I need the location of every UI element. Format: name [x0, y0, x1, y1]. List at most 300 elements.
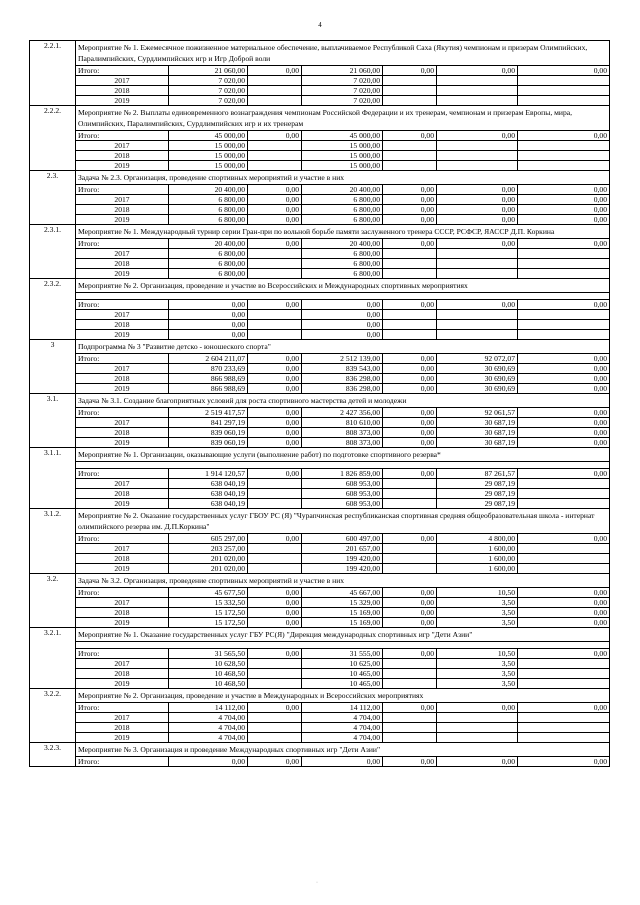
section-header-row: [30, 279, 610, 293]
amount-cell: 15 169,00: [302, 618, 383, 628]
year-row: [30, 499, 610, 509]
amount-cell: 638 040,19: [169, 499, 248, 509]
amount-cell: 201 657,00: [302, 544, 383, 554]
amount-cell: [437, 259, 518, 269]
amount-cell: 0,00: [383, 131, 437, 141]
amount-cell: [248, 141, 302, 151]
year-label: 2018: [76, 428, 169, 438]
amount-cell: [383, 713, 437, 723]
amount-cell: 6 800,00: [169, 269, 248, 279]
amount-cell: 15 000,00: [302, 141, 383, 151]
amount-cell: 0,00: [169, 330, 248, 340]
amount-cell: 4 704,00: [302, 733, 383, 743]
section-title: Задача № 3.2. Организация, проведение спортивных мероприятий и участие в них: [76, 574, 610, 588]
year-row: [30, 76, 610, 86]
year-label: 2017: [76, 249, 169, 259]
amount-cell: [248, 669, 302, 679]
amount-cell: 3,50: [437, 618, 518, 628]
amount-cell: 0,00: [518, 239, 610, 249]
amount-cell: 866 988,69: [169, 374, 248, 384]
year-row: [30, 384, 610, 394]
amount-cell: [518, 310, 610, 320]
year-label: 2019: [76, 438, 169, 448]
amount-cell: 20 400,00: [169, 239, 248, 249]
amount-cell: 0,00: [518, 418, 610, 428]
year-label: 2017: [76, 141, 169, 151]
amount-cell: 0,00: [437, 703, 518, 713]
amount-cell: 836 298,00: [302, 384, 383, 394]
amount-cell: 608 953,00: [302, 499, 383, 509]
budget-table-container: [29, 40, 609, 767]
amount-cell: 0,00: [383, 598, 437, 608]
year-label: 2017: [76, 310, 169, 320]
amount-cell: [248, 723, 302, 733]
amount-cell: [383, 733, 437, 743]
amount-cell: 0,00: [518, 703, 610, 713]
amount-cell: 4 704,00: [169, 723, 248, 733]
year-row: [30, 269, 610, 279]
amount-cell: 0,00: [383, 418, 437, 428]
total-row: [30, 757, 610, 767]
amount-cell: [518, 259, 610, 269]
spacer-row: [30, 293, 610, 300]
total-label: Итого:: [76, 185, 169, 195]
amount-cell: 30 687,19: [437, 418, 518, 428]
amount-cell: 0,00: [248, 598, 302, 608]
total-row: [30, 239, 610, 249]
total-row: [30, 185, 610, 195]
amount-cell: 10,50: [437, 649, 518, 659]
section-header-row: [30, 448, 610, 462]
amount-cell: [518, 733, 610, 743]
amount-cell: [518, 86, 610, 96]
amount-cell: 1 914 120,57: [169, 469, 248, 479]
amount-cell: 0,00: [248, 354, 302, 364]
budget-table: [29, 40, 610, 767]
section-title: Мероприятие № 3. Организация и проведение Международных спортивных игр "Дети Азии": [76, 743, 610, 757]
amount-cell: [248, 310, 302, 320]
year-label: 2019: [76, 215, 169, 225]
section-header-row: [30, 340, 610, 354]
amount-cell: 14 112,00: [302, 703, 383, 713]
amount-cell: 0,00: [437, 757, 518, 767]
year-row: [30, 544, 610, 554]
section-header-row: [30, 509, 610, 534]
amount-cell: 0,00: [383, 428, 437, 438]
amount-cell: 6 800,00: [302, 249, 383, 259]
amount-cell: 0,00: [383, 438, 437, 448]
amount-cell: 4 704,00: [169, 733, 248, 743]
amount-cell: 7 020,00: [302, 86, 383, 96]
year-label: 2018: [76, 554, 169, 564]
section-header-row: [30, 689, 610, 703]
section-header-row: [30, 41, 610, 66]
amount-cell: 0,00: [248, 418, 302, 428]
amount-cell: 4 800,00: [437, 534, 518, 544]
amount-cell: 0,00: [248, 534, 302, 544]
amount-cell: [383, 479, 437, 489]
year-label: 2019: [76, 96, 169, 106]
year-label: 2018: [76, 86, 169, 96]
amount-cell: 0,00: [437, 185, 518, 195]
amount-cell: 0,00: [518, 649, 610, 659]
section-number: 3.1.1.: [30, 448, 76, 509]
amount-cell: [437, 310, 518, 320]
amount-cell: 0,00: [383, 608, 437, 618]
amount-cell: 0,00: [437, 215, 518, 225]
amount-cell: 0,00: [518, 185, 610, 195]
year-label: 2019: [76, 330, 169, 340]
amount-cell: 0,00: [383, 469, 437, 479]
year-label: 2018: [76, 151, 169, 161]
amount-cell: 30 687,19: [437, 438, 518, 448]
amount-cell: 0,00: [248, 185, 302, 195]
amount-cell: [383, 96, 437, 106]
amount-cell: 15 329,00: [302, 598, 383, 608]
amount-cell: 0,00: [383, 185, 437, 195]
section-title: Мероприятие № 2. Организация, проведение и участие во Всероссийских и Международных спортивных мероприятиях: [76, 279, 610, 293]
amount-cell: 0,00: [248, 66, 302, 76]
amount-cell: 6 800,00: [302, 259, 383, 269]
total-label: Итого:: [76, 703, 169, 713]
amount-cell: 0,00: [383, 408, 437, 418]
amount-cell: 810 610,00: [302, 418, 383, 428]
amount-cell: [518, 659, 610, 669]
section-header-row: [30, 106, 610, 131]
amount-cell: [518, 544, 610, 554]
amount-cell: 30 690,69: [437, 384, 518, 394]
amount-cell: [383, 669, 437, 679]
section-title: Задача № 3.1. Создание благоприятных условий для роста спортивного мастерства детей и молодежи: [76, 394, 610, 408]
amount-cell: [248, 161, 302, 171]
total-label: Итого:: [76, 131, 169, 141]
section-number: 3.1.: [30, 394, 76, 448]
year-row: [30, 151, 610, 161]
section-header-row: [30, 628, 610, 642]
amount-cell: 10,50: [437, 588, 518, 598]
amount-cell: [248, 320, 302, 330]
amount-cell: 0,00: [302, 757, 383, 767]
amount-cell: 808 373,00: [302, 438, 383, 448]
amount-cell: [437, 713, 518, 723]
amount-cell: [248, 659, 302, 669]
amount-cell: [437, 86, 518, 96]
year-row: [30, 259, 610, 269]
amount-cell: [437, 96, 518, 106]
total-row: [30, 649, 610, 659]
amount-cell: [518, 564, 610, 574]
year-row: [30, 659, 610, 669]
amount-cell: [518, 76, 610, 86]
amount-cell: 0,00: [248, 408, 302, 418]
amount-cell: 0,00: [437, 195, 518, 205]
amount-cell: [248, 269, 302, 279]
amount-cell: 21 060,00: [169, 66, 248, 76]
amount-cell: 0,00: [518, 438, 610, 448]
year-row: [30, 330, 610, 340]
amount-cell: 0,00: [518, 608, 610, 618]
amount-cell: [248, 489, 302, 499]
amount-cell: 87 261,57: [437, 469, 518, 479]
amount-cell: 0,00: [383, 384, 437, 394]
amount-cell: 45 000,00: [169, 131, 248, 141]
year-row: [30, 249, 610, 259]
footer-mark: ·: [316, 880, 318, 886]
amount-cell: 0,00: [248, 131, 302, 141]
total-label: Итого:: [76, 469, 169, 479]
amount-cell: 6 800,00: [302, 205, 383, 215]
amount-cell: [248, 259, 302, 269]
amount-cell: 15 000,00: [302, 161, 383, 171]
amount-cell: [518, 96, 610, 106]
amount-cell: 201 020,00: [169, 564, 248, 574]
amount-cell: 31 555,00: [302, 649, 383, 659]
amount-cell: [383, 489, 437, 499]
amount-cell: 6 800,00: [302, 195, 383, 205]
amount-cell: 10 628,50: [169, 659, 248, 669]
amount-cell: 2 519 417,57: [169, 408, 248, 418]
amount-cell: 6 800,00: [169, 195, 248, 205]
amount-cell: 0,00: [169, 757, 248, 767]
section-number: 2.3.1.: [30, 225, 76, 279]
amount-cell: 0,00: [248, 618, 302, 628]
amount-cell: [383, 310, 437, 320]
year-label: 2018: [76, 205, 169, 215]
amount-cell: [437, 269, 518, 279]
year-label: 2018: [76, 374, 169, 384]
year-row: [30, 554, 610, 564]
amount-cell: 600 497,00: [302, 534, 383, 544]
budget-table-body: [30, 41, 610, 767]
year-label: 2017: [76, 195, 169, 205]
year-row: [30, 608, 610, 618]
amount-cell: [383, 564, 437, 574]
amount-cell: 0,00: [437, 205, 518, 215]
amount-cell: 0,00: [383, 588, 437, 598]
year-label: 2019: [76, 618, 169, 628]
year-row: [30, 364, 610, 374]
amount-cell: [518, 320, 610, 330]
amount-cell: 30 690,69: [437, 374, 518, 384]
amount-cell: 4 704,00: [302, 713, 383, 723]
amount-cell: 0,00: [437, 300, 518, 310]
amount-cell: [518, 161, 610, 171]
section-header-row: [30, 743, 610, 757]
section-header-row: [30, 171, 610, 185]
amount-cell: 0,00: [518, 598, 610, 608]
amount-cell: 0,00: [248, 239, 302, 249]
section-title: Мероприятие № 1. Организации, оказывающие услуги (выполнение работ) по подготовке спортивного резерва*: [76, 448, 610, 462]
amount-cell: 0,00: [248, 428, 302, 438]
amount-cell: 0,00: [437, 131, 518, 141]
year-label: 2018: [76, 320, 169, 330]
amount-cell: 808 373,00: [302, 428, 383, 438]
section-number: 3.2.: [30, 574, 76, 628]
amount-cell: 1 600,00: [437, 554, 518, 564]
spacer-cell: [76, 462, 610, 469]
amount-cell: 6 800,00: [169, 249, 248, 259]
amount-cell: [383, 259, 437, 269]
amount-cell: 0,00: [248, 649, 302, 659]
amount-cell: [437, 320, 518, 330]
amount-cell: 201 020,00: [169, 554, 248, 564]
section-number: 2.3.2.: [30, 279, 76, 340]
amount-cell: [383, 679, 437, 689]
year-label: 2017: [76, 364, 169, 374]
total-label: Итого:: [76, 649, 169, 659]
amount-cell: 15 000,00: [169, 141, 248, 151]
amount-cell: 0,00: [248, 215, 302, 225]
amount-cell: [518, 479, 610, 489]
amount-cell: 2 604 211,07: [169, 354, 248, 364]
amount-cell: 0,00: [302, 310, 383, 320]
year-label: 2017: [76, 659, 169, 669]
amount-cell: 0,00: [248, 438, 302, 448]
year-row: [30, 374, 610, 384]
section-title: Мероприятие № 1. Международный турнир серии Гран-при по вольной борьбе памяти заслуженного тренера СССР, РСФСР, ЯАССР Д.П. Коркина: [76, 225, 610, 239]
amount-cell: 29 087,19: [437, 479, 518, 489]
amount-cell: [248, 713, 302, 723]
amount-cell: 30 690,69: [437, 364, 518, 374]
year-label: 2019: [76, 499, 169, 509]
year-row: [30, 141, 610, 151]
section-number: 3.1.2.: [30, 509, 76, 574]
total-row: [30, 534, 610, 544]
amount-cell: 199 420,00: [302, 554, 383, 564]
amount-cell: 20 400,00: [169, 185, 248, 195]
year-row: [30, 195, 610, 205]
amount-cell: 0,00: [383, 66, 437, 76]
section-title: Задача № 2.3. Организация, проведение спортивных мероприятий и участие в них: [76, 171, 610, 185]
amount-cell: 0,00: [248, 374, 302, 384]
amount-cell: 638 040,19: [169, 489, 248, 499]
amount-cell: 15 000,00: [169, 161, 248, 171]
amount-cell: 7 020,00: [169, 96, 248, 106]
total-row: [30, 408, 610, 418]
amount-cell: [248, 733, 302, 743]
amount-cell: 0,00: [302, 300, 383, 310]
amount-cell: 870 233,69: [169, 364, 248, 374]
amount-cell: 0,00: [383, 649, 437, 659]
amount-cell: [248, 86, 302, 96]
amount-cell: 31 565,50: [169, 649, 248, 659]
total-label: Итого:: [76, 408, 169, 418]
amount-cell: 0,00: [248, 608, 302, 618]
year-label: 2018: [76, 723, 169, 733]
amount-cell: 0,00: [383, 239, 437, 249]
total-label: Итого:: [76, 239, 169, 249]
amount-cell: [383, 151, 437, 161]
amount-cell: 0,00: [383, 757, 437, 767]
amount-cell: 92 061,57: [437, 408, 518, 418]
amount-cell: 6 800,00: [302, 215, 383, 225]
section-number: 3.2.3.: [30, 743, 76, 767]
amount-cell: 10 468,50: [169, 669, 248, 679]
total-label: Итого:: [76, 66, 169, 76]
amount-cell: 0,00: [518, 205, 610, 215]
amount-cell: [518, 489, 610, 499]
amount-cell: 3,50: [437, 679, 518, 689]
amount-cell: [248, 679, 302, 689]
amount-cell: 3,50: [437, 598, 518, 608]
amount-cell: [383, 86, 437, 96]
section-title: Мероприятие № 1. Ежемесячное пожизненное материальное обеспечение, выплачиваемое Республикой Саха (Якутия) чемпионам и призерам Олимпийских, Паралимпийских, Сурдлимпийских игр и Игр Доброй воли: [76, 41, 610, 66]
amount-cell: 0,00: [518, 408, 610, 418]
spacer-row: [30, 642, 610, 649]
amount-cell: 836 298,00: [302, 374, 383, 384]
amount-cell: [383, 659, 437, 669]
amount-cell: 0,00: [169, 320, 248, 330]
amount-cell: 0,00: [302, 330, 383, 340]
amount-cell: [248, 76, 302, 86]
amount-cell: 0,00: [248, 757, 302, 767]
amount-cell: 4 704,00: [302, 723, 383, 733]
total-label: Итого:: [76, 534, 169, 544]
year-label: 2019: [76, 269, 169, 279]
year-label: 2018: [76, 669, 169, 679]
amount-cell: [383, 723, 437, 733]
amount-cell: 7 020,00: [169, 86, 248, 96]
amount-cell: [518, 151, 610, 161]
section-title: Мероприятие № 2. Организация, проведение и участие в Международных и Всероссийских мероприятиях: [76, 689, 610, 703]
year-label: 2017: [76, 544, 169, 554]
year-row: [30, 418, 610, 428]
amount-cell: 45 667,00: [302, 588, 383, 598]
amount-cell: [437, 161, 518, 171]
year-row: [30, 618, 610, 628]
section-title: Мероприятие № 2. Выплаты единовременного вознаграждения чемпионам Российской Федерации и их тренерам, чемпионам и призерам Европы, мира, Олимпийских, Паралимпийских, Сурдлимпийских игр и их тренерам: [76, 106, 610, 131]
amount-cell: [437, 723, 518, 733]
amount-cell: 0,00: [518, 300, 610, 310]
year-row: [30, 733, 610, 743]
amount-cell: [437, 249, 518, 259]
total-label: Итого:: [76, 300, 169, 310]
amount-cell: 0,00: [518, 131, 610, 141]
amount-cell: 15 172,50: [169, 618, 248, 628]
total-row: [30, 354, 610, 364]
amount-cell: 839 060,19: [169, 438, 248, 448]
amount-cell: 866 988,69: [169, 384, 248, 394]
amount-cell: [383, 544, 437, 554]
amount-cell: [383, 499, 437, 509]
total-row: [30, 66, 610, 76]
amount-cell: [383, 330, 437, 340]
amount-cell: 0,00: [169, 300, 248, 310]
section-header-row: [30, 574, 610, 588]
amount-cell: 0,00: [437, 66, 518, 76]
year-row: [30, 598, 610, 608]
amount-cell: 203 257,00: [169, 544, 248, 554]
amount-cell: 0,00: [248, 300, 302, 310]
total-label: Итого:: [76, 354, 169, 364]
total-row: [30, 300, 610, 310]
amount-cell: 15 000,00: [302, 151, 383, 161]
amount-cell: [248, 499, 302, 509]
amount-cell: 3,50: [437, 659, 518, 669]
year-row: [30, 310, 610, 320]
amount-cell: 3,50: [437, 669, 518, 679]
amount-cell: [248, 96, 302, 106]
amount-cell: [383, 76, 437, 86]
amount-cell: 0,00: [383, 205, 437, 215]
amount-cell: 10 465,00: [302, 679, 383, 689]
amount-cell: 10 625,00: [302, 659, 383, 669]
amount-cell: 605 297,00: [169, 534, 248, 544]
amount-cell: 30 687,19: [437, 428, 518, 438]
section-title: Подпрограмма № 3 "Развитие детско - юношеского спорта": [76, 340, 610, 354]
amount-cell: 0,00: [248, 364, 302, 374]
amount-cell: 608 953,00: [302, 479, 383, 489]
